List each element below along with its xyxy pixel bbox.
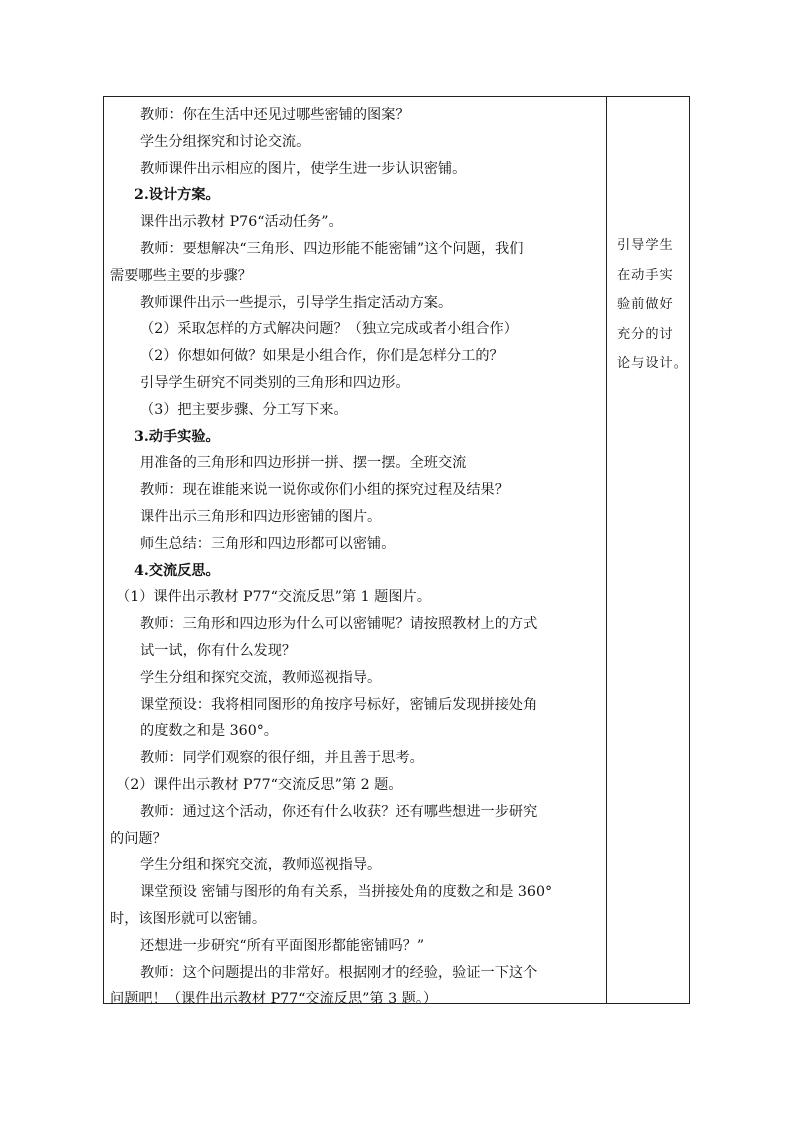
main-line: 课堂预设 密铺与图形的角有关系，当拼接处角的度数之和是 360° [140,884,553,901]
main-line: 还想进一步研究“所有平面图形都能密铺吗？” [140,937,425,954]
main-line: 教师：这个问题提出的非常好。根据刚才的经验，验证一下这个 [140,964,538,981]
main-line: 师生总结：三角形和四边形都可以密铺。 [140,535,396,552]
main-line: 课堂预设：我将相同图形的角按序号标好，密铺后发现拼接处角 [140,696,538,713]
main-line: （2）采取怎样的方式解决问题？（独立完成或者小组合作） [140,321,518,338]
main-line: 引导学生研究不同类别的三角形和四边形。 [140,374,410,391]
main-line: （2）你想如何做？如果是小组合作，你们是怎样分工的？ [140,348,504,365]
main-line: 学生分组和探究交流，教师巡视指导。 [140,669,382,686]
section-heading: 2.设计方案。 [134,187,220,204]
main-line: 的问题？ [110,830,167,847]
main-line: 问题吧！（课件出示教材 P77“交流反思”第 3 题。） [110,991,438,1008]
main-line: 教师课件出示相应的图片，使学生进一步认识密铺。 [140,160,467,177]
design-intent-cell [607,231,691,379]
main-line: 教师：同学们观察的很仔细，并且善于思考。 [140,750,424,767]
section-heading: 3.动手实验。 [134,428,220,445]
teaching-process-cell [104,97,606,1013]
main-line: 用准备的三角形和四边形拼一拼、摆一摆。全班交流 [140,455,467,472]
main-line: 课件出示三角形和四边形密铺的图片。 [140,508,382,525]
main-line: 教师课件出示一些提示，引导学生指定活动方案。 [140,294,453,311]
side-note-line: 在动手实 [617,267,674,283]
main-line: 需要哪些主要的步骤？ [110,267,252,284]
main-line: 教师：你在生活中还见过哪些密铺的图案？ [140,107,410,123]
lesson-table [103,96,690,1008]
main-line: 教师：通过这个活动，你还有什么收获？还有哪些想进一步研究 [140,803,538,820]
main-line: 试一试，你有什么发现？ [140,642,297,659]
main-line: 学生分组和探究交流，教师巡视指导。 [140,857,382,874]
main-line: （2）课件出示教材 P77“交流反思”第 2 题。 [116,776,403,793]
main-line: 时，该图形就可以密铺。 [110,910,267,927]
main-line: 的度数之和是 360°。 [140,723,278,740]
main-line: 教师：现在谁能来说一说你或你们小组的探究过程及结果？ [140,482,509,499]
side-note-line: 充分的讨 [617,326,674,342]
main-line: 课件出示教材 P76“活动任务”。 [140,214,343,231]
side-note-line: 引导学生 [617,238,674,253]
main-line: 教师：三角形和四边形为什么可以密铺呢？请按照教材上的方式 [140,616,538,633]
section-heading: 4.交流反思。 [134,562,220,579]
main-line: 教师：要想解决“三角形、四边形能不能密铺”这个问题，我们 [140,240,524,257]
main-line: 学生分组探究和讨论交流。 [140,133,311,150]
main-line: （3）把主要步骤、分工写下来。 [140,401,348,418]
side-note-line: 验前做好 [617,297,674,312]
side-note-line: 论与设计。 [617,356,688,371]
main-line: （1）课件出示教材 P77“交流反思”第 1 题图片。 [116,589,431,606]
